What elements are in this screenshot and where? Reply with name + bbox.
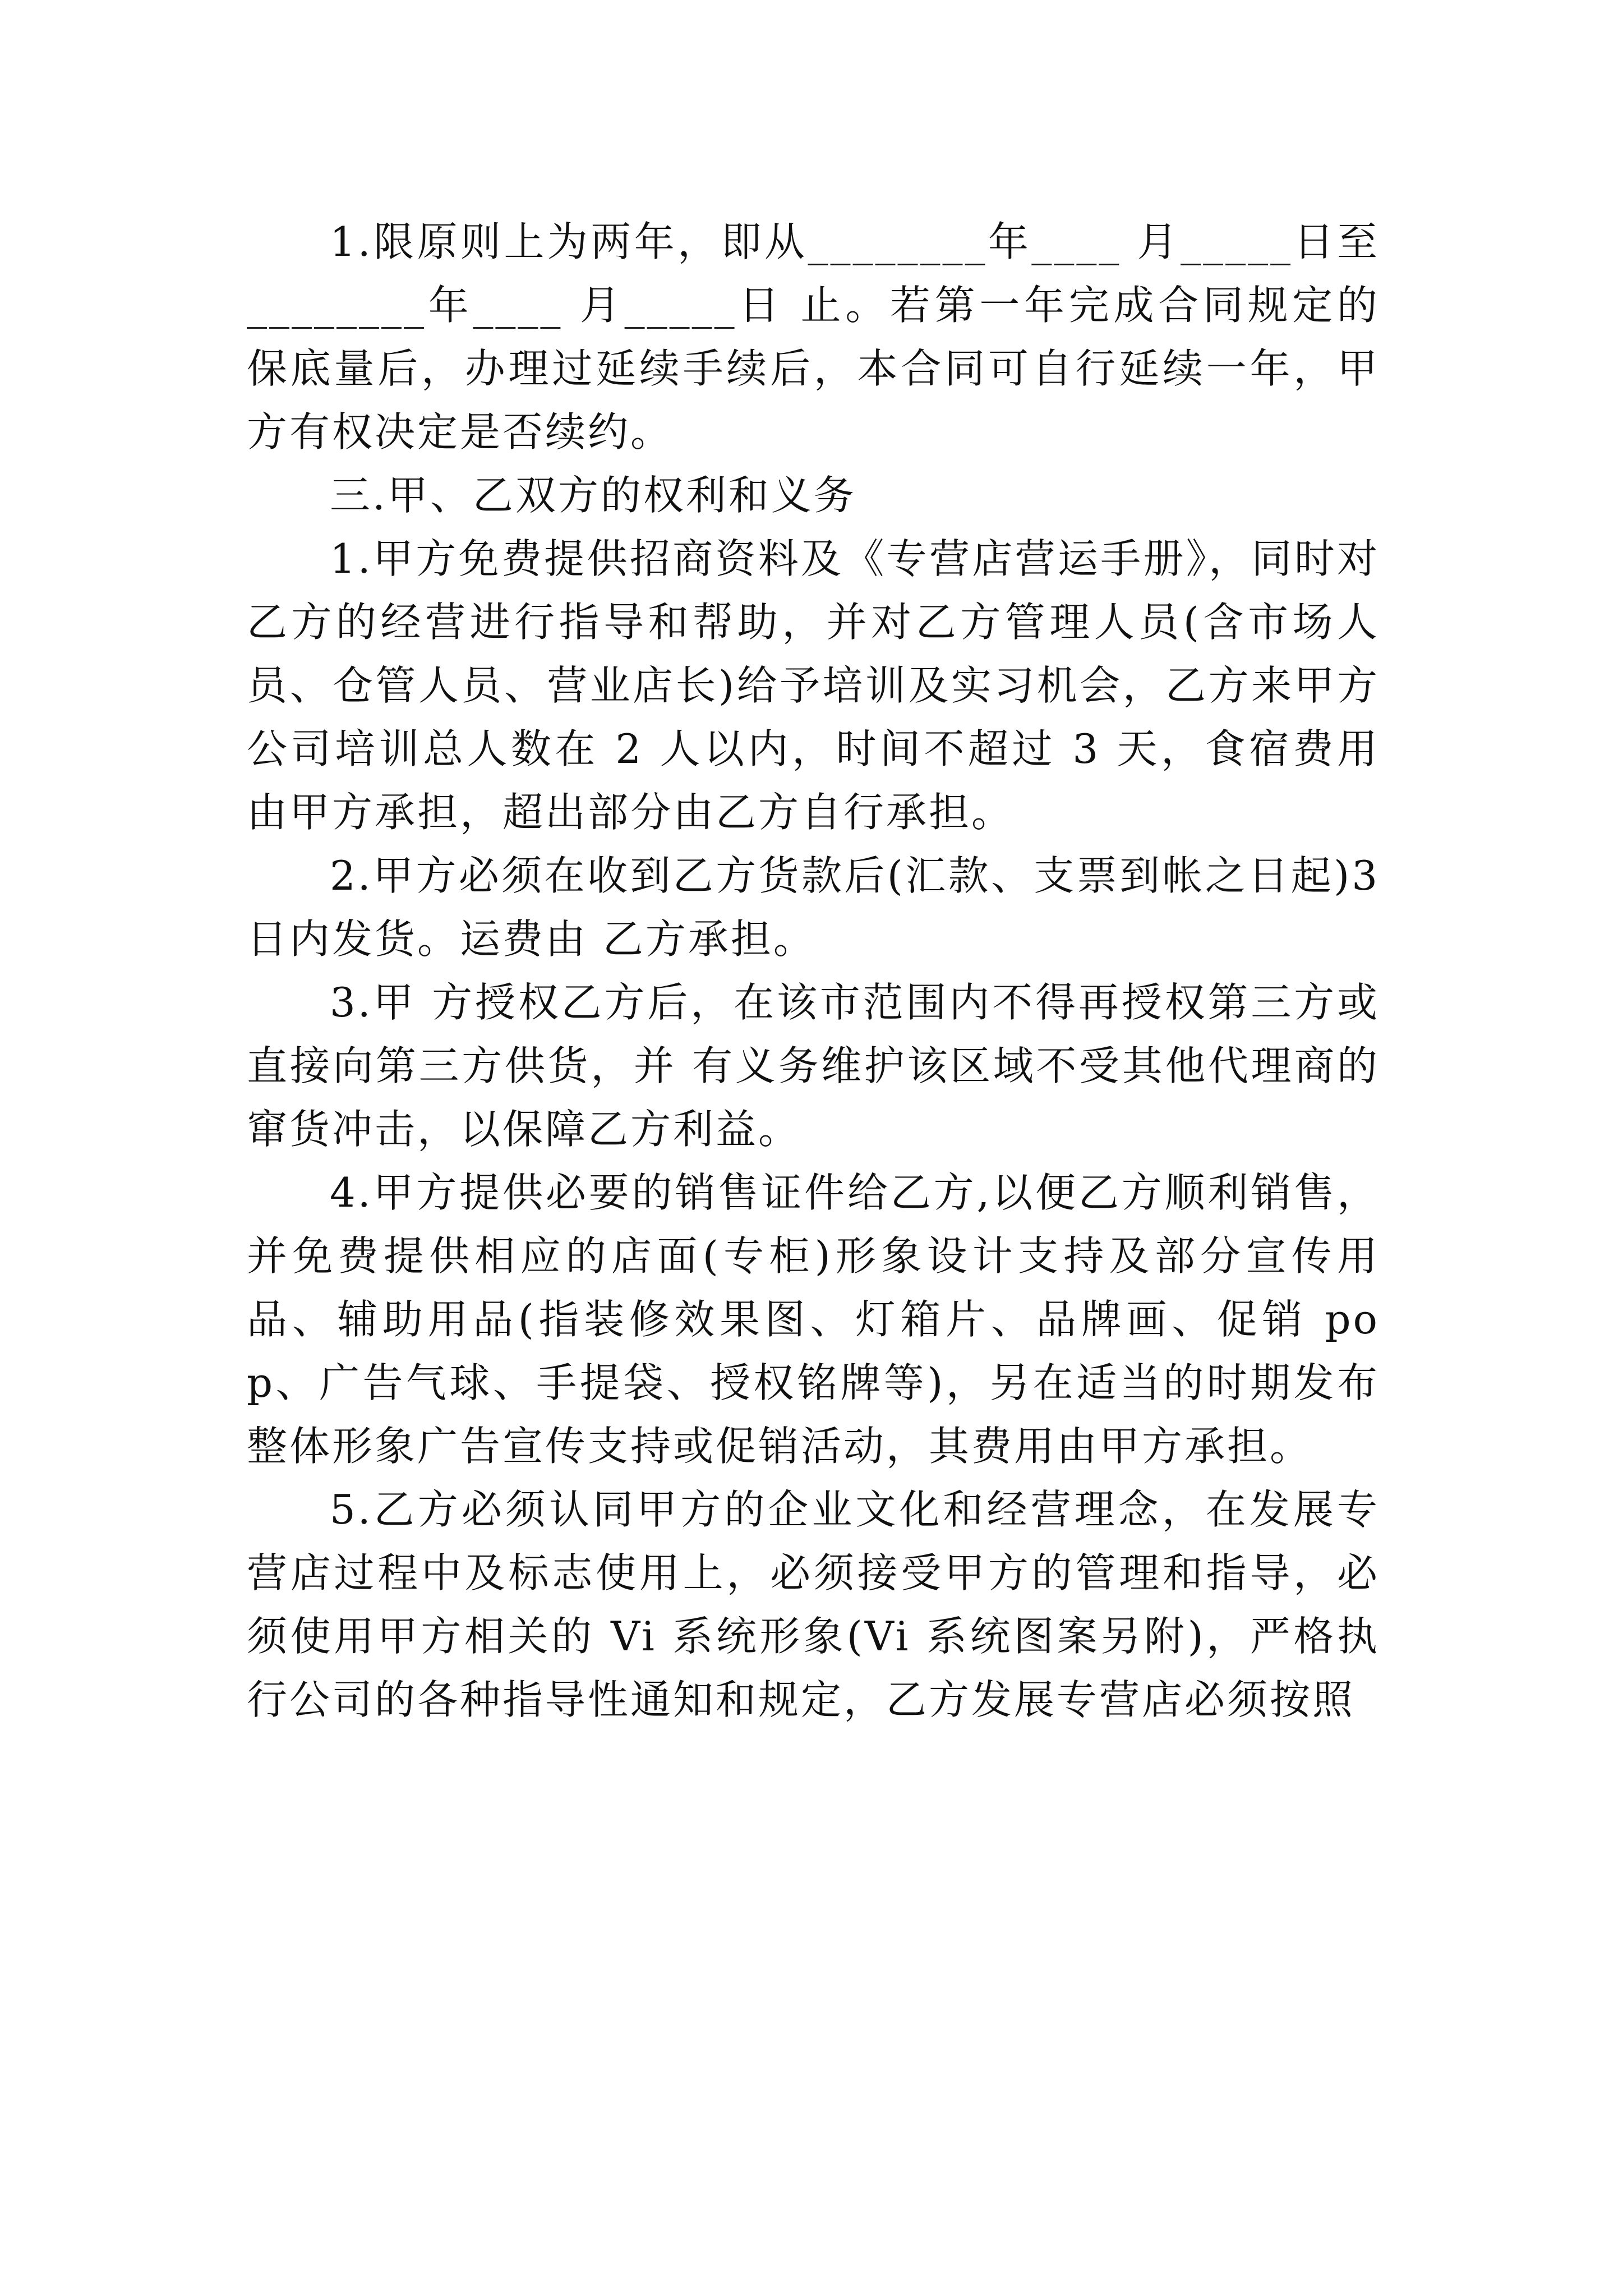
paragraph-term-duration: 1.限原则上为两年，即从________年____ 月_____日至________年____ 月_____日 止。若第一年完成合同规定的保底量后，办理过延续手续后，本合同可自行延续一年，甲方有权决定是否续约。 [247, 218, 1380, 455]
paragraph-clause-1: 1.甲方免费提供招商资料及《专营店营运手册》，同时对乙方的经营进行指导和帮助，并对乙方管理人员(含市场人员、仓管人员、营业店长)给予培训及实习机会，乙方来甲方公司培训总人数在 2 人以内，时间不超过 3 天，食宿费用由甲方承担，超出部分由乙方自行承担。 [247, 535, 1380, 836]
document-body [247, 210, 1380, 1732]
paragraph-clause-3: 3.甲 方授权乙方后，在该市范围内不得再授权第三方或直接向第三方供货，并 有义务维护该区域不受其他代理商的窜货冲击，以保障乙方利益。 [247, 979, 1380, 1153]
paragraph-clause-2: 2.甲方必须在收到乙方货款后(汇款、支票到帐之日起)3 日内发货。运费由 乙方承担。 [247, 852, 1380, 963]
paragraph-clause-5: 5.乙方必须认同甲方的企业文化和经营理念，在发展专营店过程中及标志使用上，必须接受甲方的管理和指导，必须使用甲方相关的 Vi 系统形象(Vi 系统图案另附)，严格执行公司的各种指导性通知和规定，乙方发展专营店必须按照 [247, 1486, 1380, 1723]
section-heading-rights-obligations: 三.甲、乙双方的权利和义务 [330, 472, 856, 519]
paragraph-clause-4: 4.甲方提供必要的销售证件给乙方,以便乙方顺利销售，并免费提供相应的店面(专柜)形象设计支持及部分宣传用品、辅助用品(指装修效果图、灯箱片、品牌画、促销 pop、广告气球、手提袋、授权铭牌等)，另在适当的时期发布整体形象广告宣传支持或促销活动，其费用由甲方承担。 [247, 1169, 1380, 1470]
